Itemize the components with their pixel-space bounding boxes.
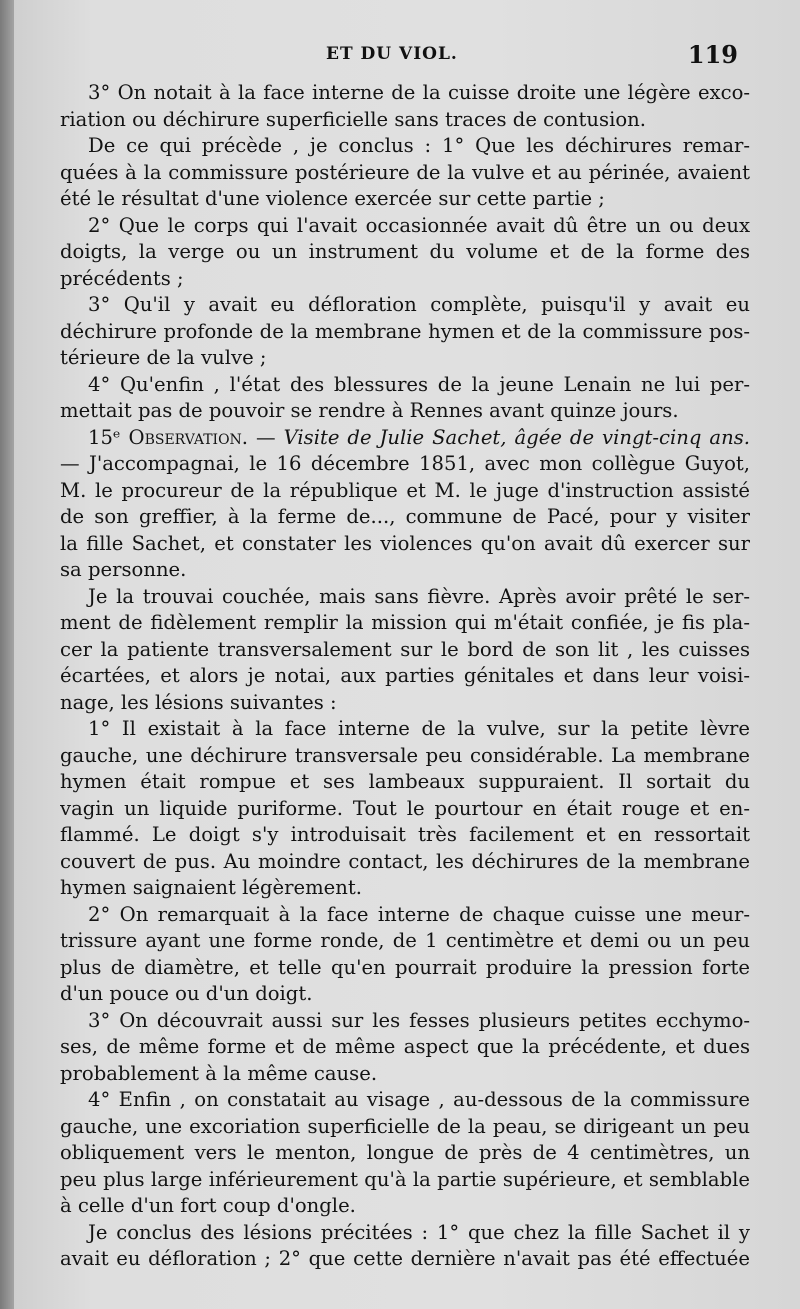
text-line: mettait pas de pouvoir se rendre à Rennes avant quinze jours. — [60, 399, 679, 422]
text-line: M. le procureur de la république et M. le juge d'instruction assisté — [60, 478, 750, 502]
text-line: ment de fidèlement remplir la mission qui m'était confiée, je fis pla- — [60, 611, 750, 634]
text-line: probablement à la même cause. — [60, 1061, 378, 1085]
page-edge-shadow — [0, 0, 14, 1309]
text-line: couvert de pus. Au moindre contact, les déchirures de la membrane — [60, 849, 750, 873]
text-line: 4° Qu'enfin , l'état des blessures de la jeune Lenain ne lui per- — [88, 372, 750, 396]
page-header — [14, 40, 800, 74]
text-line: quées à la commissure postérieure de la vulve et au périnée, avaient — [60, 160, 750, 184]
text-line: gauche, une déchirure transversale peu considérable. La membrane — [60, 743, 750, 767]
text-line: été le résultat d'une violence exercée sur cette partie ; — [60, 187, 605, 210]
text-line: obliquement vers le menton, longue de près de 4 centimètres, un — [60, 1141, 750, 1164]
text-line: flammé. Le doigt s'y introduisait très facilement et en ressortait — [60, 823, 750, 846]
text-line: — J'accompagnai, le 16 décembre 1851, avec mon collègue Guyot, — [60, 452, 750, 475]
text-line: doigts, la verge ou un instrument du volume et de la forme des — [60, 240, 750, 263]
text-line: 3° Qu'il y avait eu défloration complète, puisqu'il y avait eu — [88, 293, 750, 316]
text-line: cer la patiente transversalement sur le bord de son lit , les cuisses — [60, 637, 750, 661]
text-line: gauche, une excoriation superficielle de la peau, se dirigeant un peu — [60, 1114, 750, 1138]
text-line: hymen saignaient légèrement. — [60, 876, 363, 899]
text-line: 3° On découvrait aussi sur les fesses plusieurs petites ecchymo- — [88, 1008, 750, 1032]
text-line: De ce qui précède , je conclus : 1° Que les déchirures remar- — [88, 134, 750, 157]
text-line: 3° On notait à la face interne de la cuisse droite une légère exco- — [88, 81, 750, 104]
book-page — [14, 0, 800, 1309]
running-title: ET DU VIOL. — [326, 44, 458, 64]
text-line: riation ou déchirure superficielle sans traces de contusion. — [60, 107, 646, 131]
text-line: écartées, et alors je notai, aux parties génitales et dans leur voisi- — [60, 664, 750, 687]
text-line: 15ᵉ Observation. — Visite de Julie Sachet, âgée de vingt-cinq ans. — [88, 425, 750, 449]
text-line: plus de diamètre, et telle qu'en pourrait produire la pression forte — [60, 955, 750, 979]
text-line: avait eu défloration ; 2° que cette dernière n'avait pas été effectuée — [60, 1247, 750, 1270]
text-line: de son greffier, à la ferme de..., commune de Pacé, pour y visiter — [60, 505, 750, 528]
page-number: 119 — [687, 40, 738, 69]
body-text — [60, 80, 750, 1273]
text-line: sa personne. — [60, 558, 187, 581]
text-line: trissure ayant une forme ronde, de 1 centimètre et demi ou un peu — [60, 929, 750, 952]
text-line: 2° Que le corps qui l'avait occasionnée avait dû être un ou deux — [88, 213, 750, 237]
text-line: nage, les lésions suivantes : — [60, 690, 337, 714]
text-line: la fille Sachet, et constater les violences qu'on avait dû exercer sur — [60, 531, 750, 555]
text-line: d'un pouce ou d'un doigt. — [60, 982, 313, 1005]
text-line: vagin un liquide puriforme. Tout le pourtour en était rouge et en- — [60, 796, 750, 820]
text-line: hymen était rompue et ses lambeaux suppuraient. Il sortait du — [60, 770, 750, 793]
text-line: 2° On remarquait à la face interne de chaque cuisse une meur- — [88, 902, 750, 926]
text-line: 1° Il existait à la face interne de la vulve, sur la petite lèvre — [88, 717, 750, 740]
text-line: 4° Enfin , on constatait au visage , au-dessous de la commissure — [88, 1088, 750, 1111]
text-line: Je la trouvai couchée, mais sans fièvre. Après avoir prêté le ser- — [88, 584, 750, 608]
text-line: précédents ; — [60, 266, 184, 290]
text-line: peu plus large inférieurement qu'à la partie supérieure, et semblable — [60, 1167, 750, 1191]
text-line: déchirure profonde de la membrane hymen et de la commissure pos- — [60, 319, 750, 343]
text-line: térieure de la vulve ; — [60, 346, 267, 369]
text-line: ses, de même forme et de même aspect que la précédente, et dues — [60, 1035, 750, 1058]
text-line: Je conclus des lésions précitées : 1° que chez la fille Sachet il y — [88, 1220, 750, 1244]
text-line: à celle d'un fort coup d'ongle. — [60, 1194, 356, 1217]
